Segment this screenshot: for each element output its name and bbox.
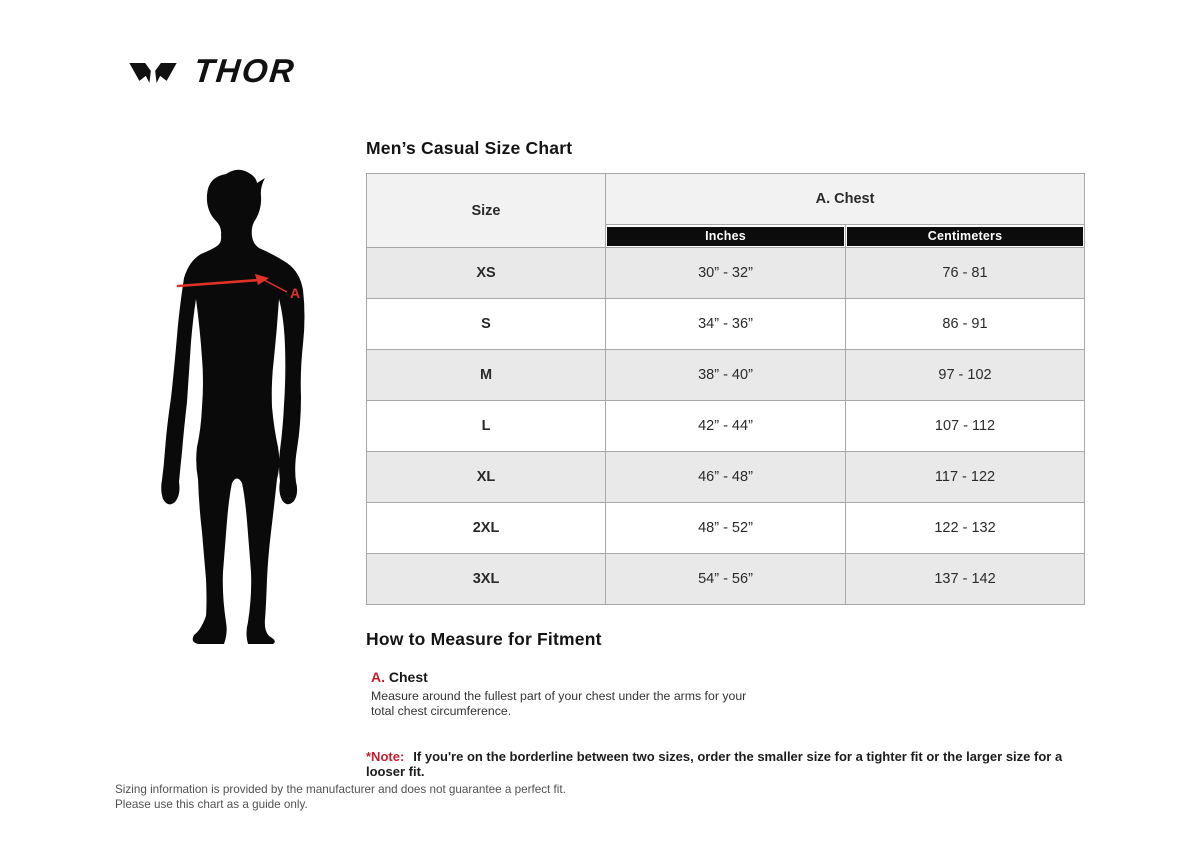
chest-marker-label: A [290, 285, 301, 301]
size-chart-table [366, 173, 1085, 605]
inches-value: 38” - 40” [606, 350, 846, 401]
size-chart-title: Men’s Casual Size Chart [366, 138, 573, 158]
table-row-s [367, 299, 1085, 350]
size-label: 3XL [367, 554, 606, 605]
unit-bar-inches: Inches [607, 227, 844, 246]
unit-header-centimeters [846, 225, 1085, 248]
main-content [366, 138, 1086, 779]
table-row-3xl [367, 554, 1085, 605]
centimeters-value: 107 - 112 [846, 401, 1085, 452]
note-label: *Note: [366, 749, 405, 764]
inches-value: 54” - 56” [606, 554, 846, 605]
unit-header-inches [606, 225, 846, 248]
measure-description: Measure around the fullest part of your chest under the arms for your total chest circumference. [371, 689, 747, 718]
centimeters-value: 117 - 122 [846, 452, 1085, 503]
size-label: 2XL [367, 503, 606, 554]
centimeters-value: 76 - 81 [846, 248, 1085, 299]
footer-line-2: Please use this chart as a guide only. [115, 798, 308, 811]
measure-label [371, 669, 1086, 685]
measure-letter: A. [371, 669, 385, 685]
inches-value: 30” - 32” [606, 248, 846, 299]
size-label: S [367, 299, 606, 350]
size-label: L [367, 401, 606, 452]
size-label: M [367, 350, 606, 401]
unit-bar-centimeters: Centimeters [847, 227, 1083, 246]
body-measurement-figure [150, 166, 310, 646]
measure-name: Chest [388, 669, 428, 685]
sizing-note [366, 749, 1086, 779]
footer-line-1: Sizing information is provided by the manufacturer and does not guarantee a perfect fit. [115, 783, 566, 796]
table-header-row [367, 174, 1085, 225]
column-header-size: Size [367, 174, 606, 248]
table-row-xs [367, 248, 1085, 299]
brand-logo [120, 52, 296, 90]
table-row-m [367, 350, 1085, 401]
size-label: XL [367, 452, 606, 503]
table-row-l [367, 401, 1085, 452]
size-label: XS [367, 248, 606, 299]
table-row-2xl [367, 503, 1085, 554]
measure-chest-block [371, 669, 1086, 719]
inches-value: 46” - 48” [606, 452, 846, 503]
brand-name: THOR [192, 52, 298, 89]
centimeters-value: 137 - 142 [846, 554, 1085, 605]
inches-value: 34” - 36” [606, 299, 846, 350]
thor-horns-icon [120, 58, 186, 88]
centimeters-value: 122 - 132 [846, 503, 1085, 554]
column-header-chest: A. Chest [606, 174, 1085, 225]
centimeters-value: 97 - 102 [846, 350, 1085, 401]
inches-value: 48” - 52” [606, 503, 846, 554]
male-silhouette [161, 170, 304, 644]
centimeters-value: 86 - 91 [846, 299, 1085, 350]
table-row-xl [367, 452, 1085, 503]
footer-disclaimer [115, 782, 566, 812]
inches-value: 42” - 44” [606, 401, 846, 452]
measure-heading: How to Measure for Fitment [366, 629, 602, 649]
note-text: If you're on the borderline between two sizes, order the smaller size for a tighter fit or the larger size for a looser fit. [366, 749, 1063, 779]
